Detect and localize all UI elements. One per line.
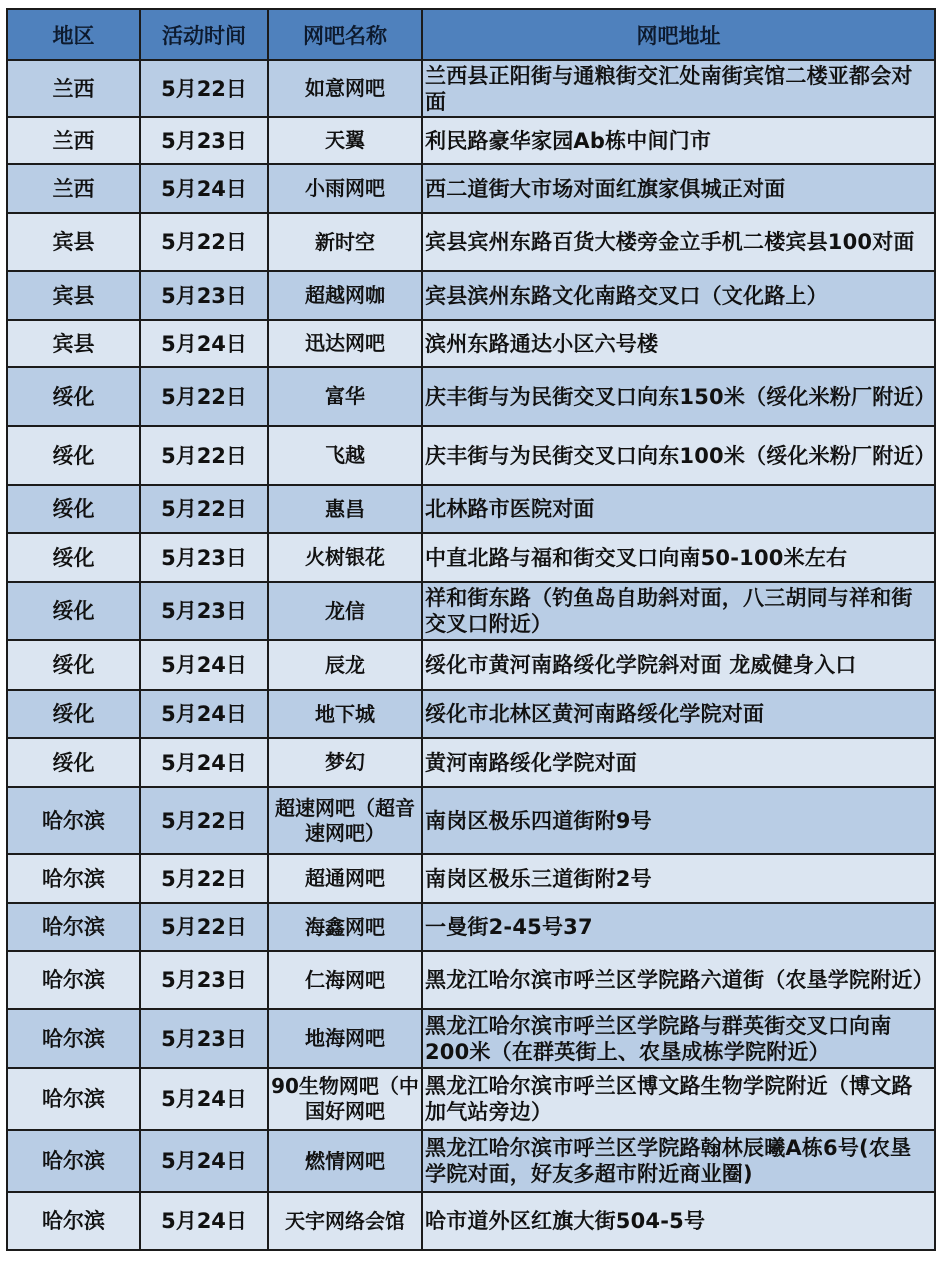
cafe-name-cell: 飞越 <box>268 426 422 485</box>
cafe-name-cell: 辰龙 <box>268 640 422 690</box>
activity-date-cell: 5月24日 <box>140 320 268 367</box>
cafe-name-cell: 天宇网络会馆 <box>268 1192 422 1250</box>
region-cell: 哈尔滨 <box>7 1009 140 1068</box>
activity-date-cell: 5月24日 <box>140 1068 268 1130</box>
header-cafe-name: 网吧名称 <box>268 9 422 60</box>
cafe-name-cell: 新时空 <box>268 213 422 271</box>
cafe-address-cell: 南岗区极乐三道街附2号 <box>422 854 935 903</box>
table-row <box>7 1068 935 1130</box>
table-row <box>7 271 935 320</box>
table-row <box>7 690 935 738</box>
cafe-name-cell: 超通网吧 <box>268 854 422 903</box>
region-cell: 宾县 <box>7 320 140 367</box>
header-cafe-address: 网吧地址 <box>422 9 935 60</box>
region-cell: 哈尔滨 <box>7 1130 140 1192</box>
cafe-name-cell: 天翼 <box>268 117 422 164</box>
cafe-address-cell: 黄河南路绥化学院对面 <box>422 738 935 787</box>
cafe-address-cell: 南岗区极乐四道街附9号 <box>422 787 935 854</box>
activity-date-cell: 5月24日 <box>140 164 268 213</box>
activity-date-cell: 5月22日 <box>140 787 268 854</box>
cafe-address-cell: 绥化市北林区黄河南路绥化学院对面 <box>422 690 935 738</box>
cafe-name-cell: 地海网吧 <box>268 1009 422 1068</box>
cafe-address-cell: 黑龙江哈尔滨市呼兰区学院路与群英街交叉口向南200米（在群英街上、农垦成栋学院附近） <box>422 1009 935 1068</box>
region-cell: 绥化 <box>7 533 140 582</box>
activity-date-cell: 5月24日 <box>140 1130 268 1192</box>
cafe-name-cell: 小雨网吧 <box>268 164 422 213</box>
region-cell: 绥化 <box>7 367 140 426</box>
activity-date-cell: 5月23日 <box>140 1009 268 1068</box>
cafe-name-cell: 海鑫网吧 <box>268 903 422 951</box>
cafe-address-cell: 黑龙江哈尔滨市呼兰区博文路生物学院附近（博文路加气站旁边） <box>422 1068 935 1130</box>
activity-date-cell: 5月22日 <box>140 854 268 903</box>
table-row <box>7 117 935 164</box>
activity-date-cell: 5月24日 <box>140 690 268 738</box>
table-row <box>7 903 935 951</box>
region-cell: 哈尔滨 <box>7 854 140 903</box>
activity-date-cell: 5月23日 <box>140 117 268 164</box>
cafe-name-cell: 迅达网吧 <box>268 320 422 367</box>
table-row <box>7 951 935 1009</box>
cafe-address-cell: 黑龙江哈尔滨市呼兰区学院路翰林辰曦A栋6号(农垦学院对面，好友多超市附近商业圈) <box>422 1130 935 1192</box>
table-row <box>7 738 935 787</box>
region-cell: 哈尔滨 <box>7 1068 140 1130</box>
region-cell: 宾县 <box>7 271 140 320</box>
activity-date-cell: 5月24日 <box>140 640 268 690</box>
activity-date-cell: 5月23日 <box>140 582 268 640</box>
cafe-address-cell: 西二道街大市场对面红旗家俱城正对面 <box>422 164 935 213</box>
region-cell: 绥化 <box>7 582 140 640</box>
header-region: 地区 <box>7 9 140 60</box>
cafe-name-cell: 超越网咖 <box>268 271 422 320</box>
activity-date-cell: 5月22日 <box>140 367 268 426</box>
region-cell: 兰西 <box>7 164 140 213</box>
cafe-address-cell: 中直北路与福和街交叉口向南50-100米左右 <box>422 533 935 582</box>
cafe-name-cell: 燃情网吧 <box>268 1130 422 1192</box>
region-cell: 绥化 <box>7 738 140 787</box>
internet-cafe-event-table-container <box>6 8 936 1251</box>
region-cell: 绥化 <box>7 690 140 738</box>
table-row <box>7 320 935 367</box>
cafe-address-cell: 绥化市黄河南路绥化学院斜对面 龙威健身入口 <box>422 640 935 690</box>
cafe-name-cell: 梦幻 <box>268 738 422 787</box>
activity-date-cell: 5月24日 <box>140 738 268 787</box>
table-row <box>7 787 935 854</box>
region-cell: 哈尔滨 <box>7 787 140 854</box>
table-row <box>7 1192 935 1250</box>
table-row <box>7 164 935 213</box>
cafe-name-cell: 火树银花 <box>268 533 422 582</box>
region-cell: 兰西 <box>7 60 140 117</box>
cafe-address-cell: 兰西县正阳街与通粮街交汇处南街宾馆二楼亚都会对面 <box>422 60 935 117</box>
region-cell: 绥化 <box>7 640 140 690</box>
cafe-address-cell: 滨州东路通达小区六号楼 <box>422 320 935 367</box>
activity-date-cell: 5月24日 <box>140 1192 268 1250</box>
cafe-address-cell: 祥和街东路（钓鱼岛自助斜对面，八三胡同与祥和街交叉口附近） <box>422 582 935 640</box>
region-cell: 兰西 <box>7 117 140 164</box>
activity-date-cell: 5月22日 <box>140 213 268 271</box>
table-row <box>7 426 935 485</box>
table-row <box>7 213 935 271</box>
table-row <box>7 60 935 117</box>
table-row <box>7 582 935 640</box>
activity-date-cell: 5月22日 <box>140 485 268 533</box>
cafe-address-cell: 宾县滨州东路文化南路交叉口（文化路上） <box>422 271 935 320</box>
table-row <box>7 485 935 533</box>
cafe-address-cell: 庆丰街与为民街交叉口向东100米（绥化米粉厂附近） <box>422 426 935 485</box>
cafe-address-cell: 宾县宾州东路百货大楼旁金立手机二楼宾县100对面 <box>422 213 935 271</box>
cafe-name-cell: 龙信 <box>268 582 422 640</box>
internet-cafe-event-table <box>6 8 936 1251</box>
cafe-address-cell: 哈市道外区红旗大街504-5号 <box>422 1192 935 1250</box>
activity-date-cell: 5月22日 <box>140 903 268 951</box>
table-row <box>7 640 935 690</box>
activity-date-cell: 5月22日 <box>140 60 268 117</box>
table-row <box>7 1130 935 1192</box>
table-body <box>7 60 935 1250</box>
region-cell: 绥化 <box>7 426 140 485</box>
table-row <box>7 367 935 426</box>
table-row <box>7 854 935 903</box>
cafe-address-cell: 利民路豪华家园Ab栋中间门市 <box>422 117 935 164</box>
cafe-name-cell: 富华 <box>268 367 422 426</box>
cafe-name-cell: 90生物网吧（中国好网吧 <box>268 1068 422 1130</box>
region-cell: 哈尔滨 <box>7 951 140 1009</box>
region-cell: 宾县 <box>7 213 140 271</box>
activity-date-cell: 5月23日 <box>140 533 268 582</box>
cafe-address-cell: 一曼街2-45号37 <box>422 903 935 951</box>
cafe-name-cell: 地下城 <box>268 690 422 738</box>
table-row <box>7 1009 935 1068</box>
region-cell: 哈尔滨 <box>7 1192 140 1250</box>
table-header-row <box>7 9 935 60</box>
cafe-name-cell: 如意网吧 <box>268 60 422 117</box>
region-cell: 哈尔滨 <box>7 903 140 951</box>
activity-date-cell: 5月23日 <box>140 271 268 320</box>
cafe-name-cell: 仁海网吧 <box>268 951 422 1009</box>
cafe-address-cell: 黑龙江哈尔滨市呼兰区学院路六道街（农垦学院附近） <box>422 951 935 1009</box>
header-activity-time: 活动时间 <box>140 9 268 60</box>
activity-date-cell: 5月23日 <box>140 951 268 1009</box>
cafe-address-cell: 庆丰街与为民街交叉口向东150米（绥化米粉厂附近） <box>422 367 935 426</box>
table-row <box>7 533 935 582</box>
cafe-name-cell: 惠昌 <box>268 485 422 533</box>
activity-date-cell: 5月22日 <box>140 426 268 485</box>
cafe-name-cell: 超速网吧（超音速网吧） <box>268 787 422 854</box>
region-cell: 绥化 <box>7 485 140 533</box>
cafe-address-cell: 北林路市医院对面 <box>422 485 935 533</box>
